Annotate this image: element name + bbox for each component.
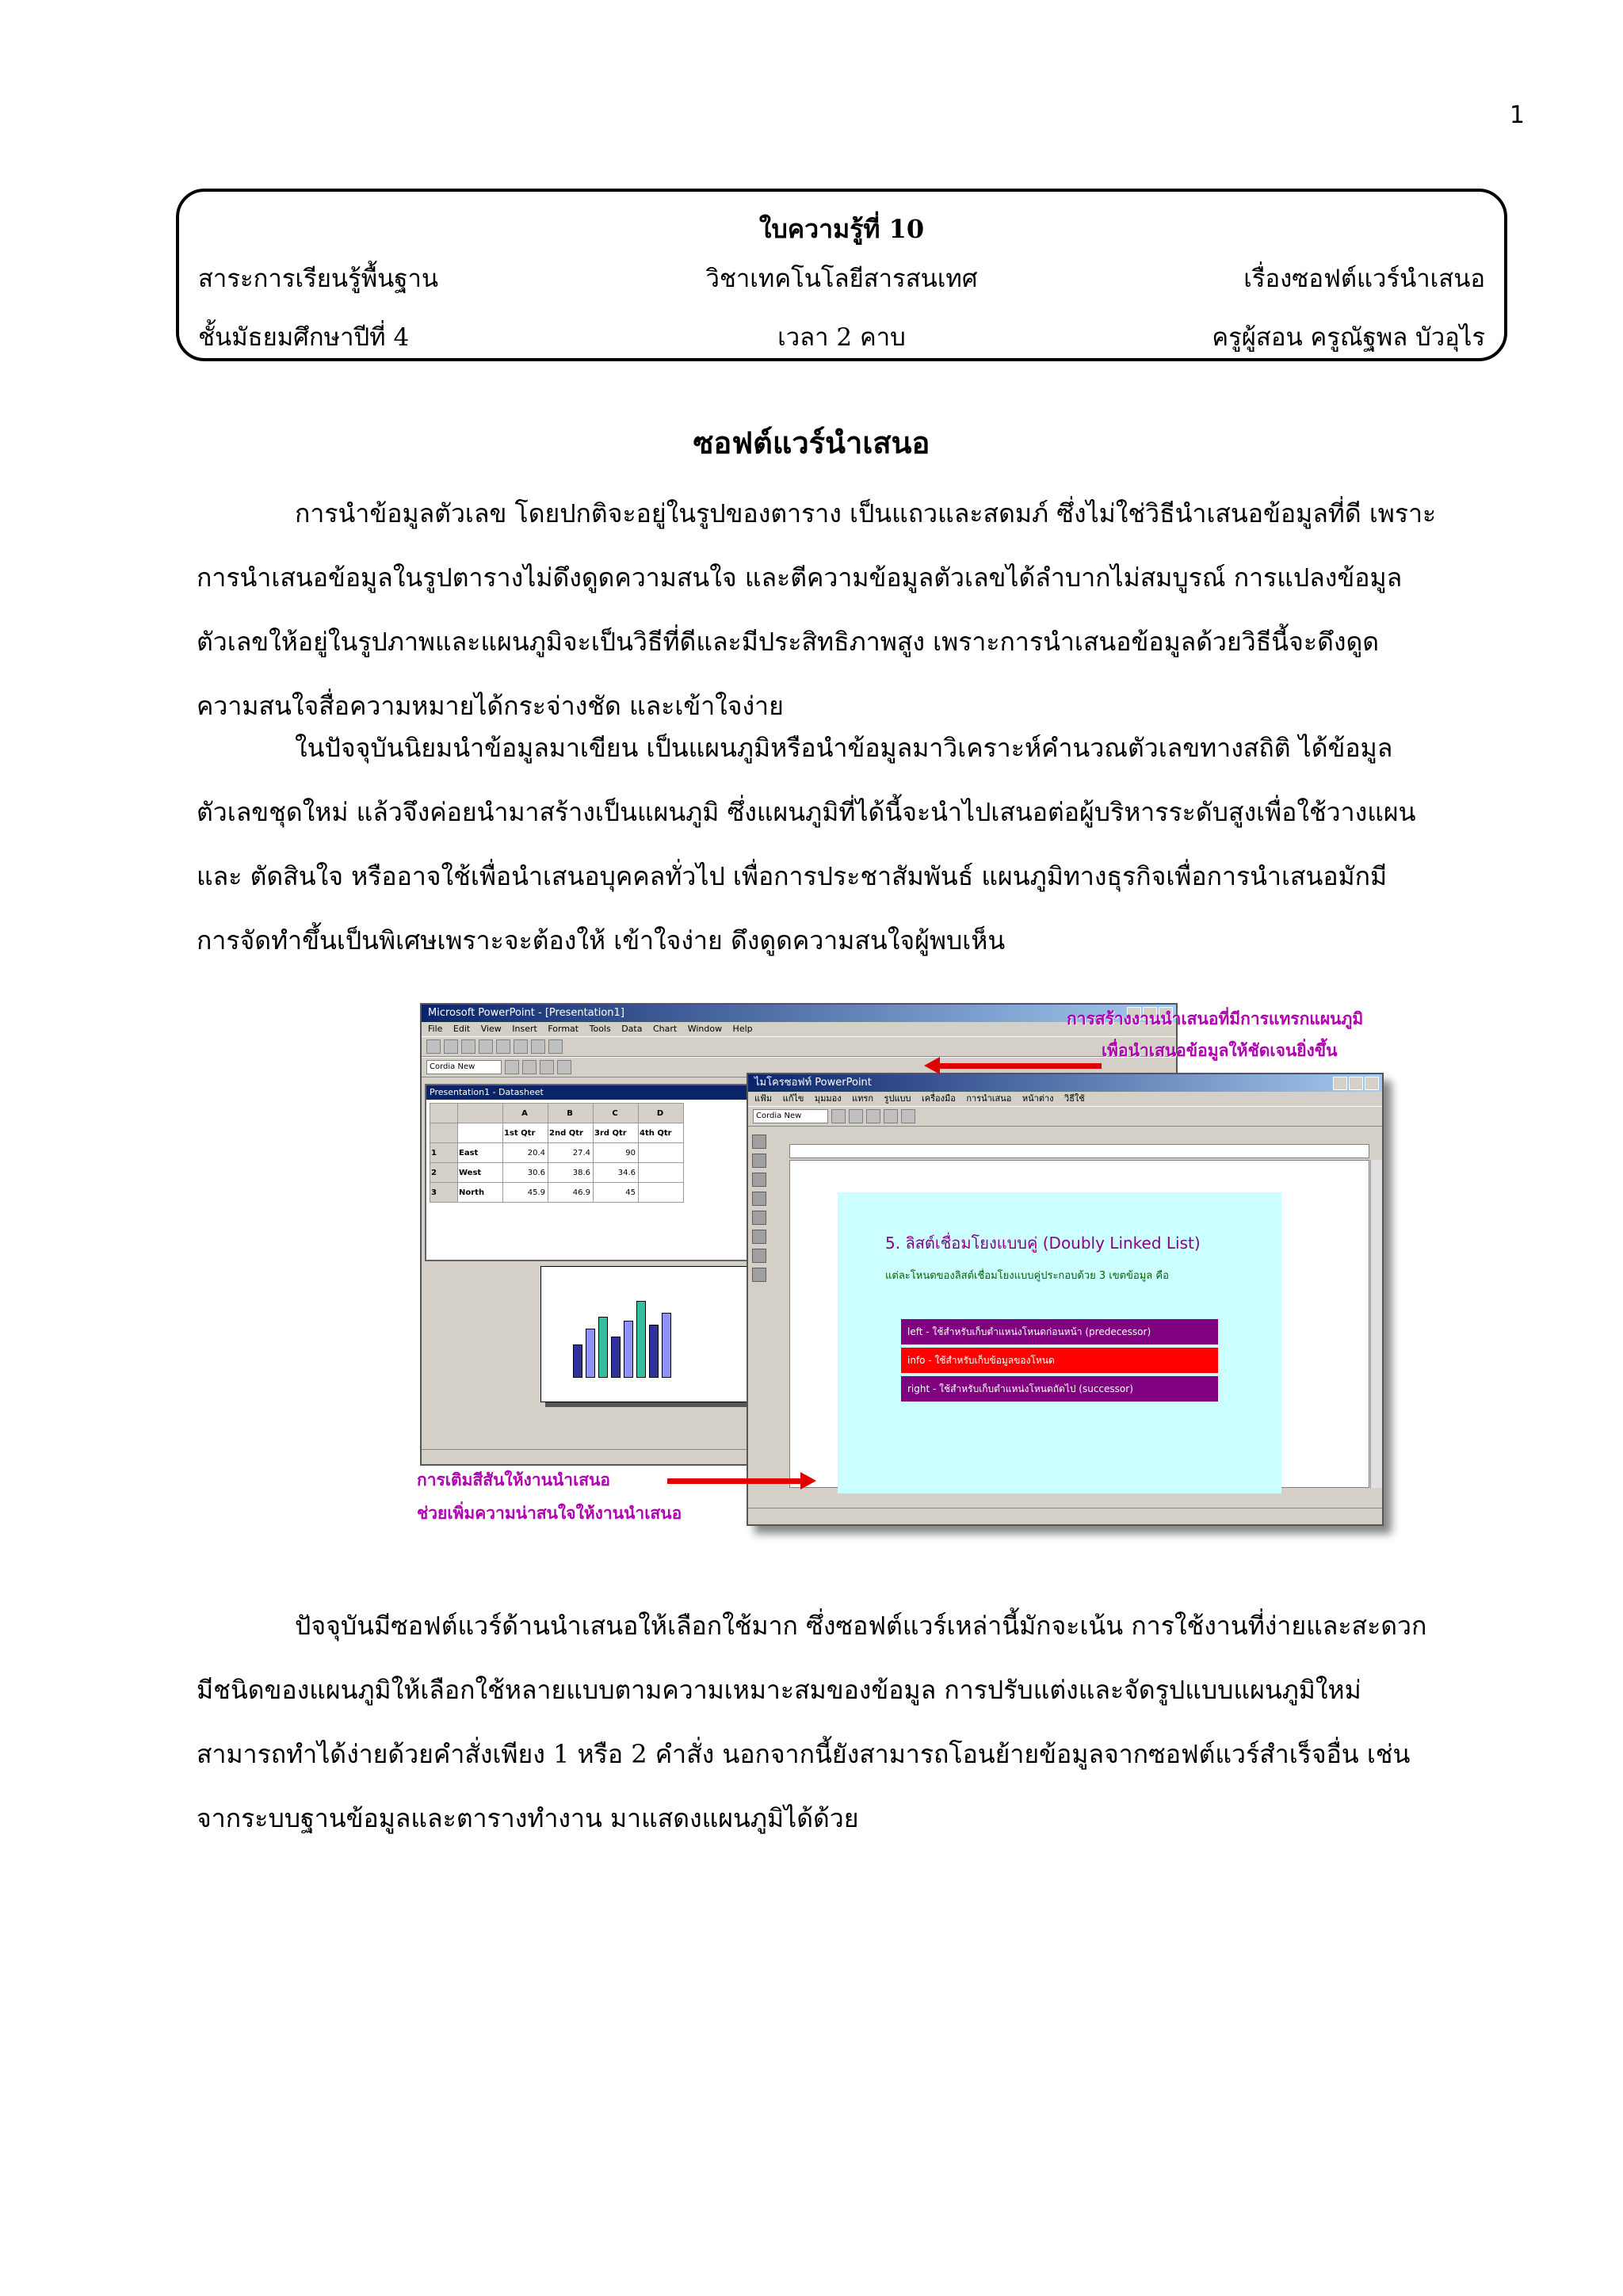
cell [639,1163,684,1183]
minimize-icon [1333,1077,1347,1090]
paragraph-line: ตัวเลขให้อยู่ในรูปภาพและแผนภูมิจะเป็นวิธีที่ดีและมีประสิทธิภาพสูง เพราะการนำเสนอข้อมูลด้วยวิธีนี้จะดึงดูด [197,627,1380,657]
italic-icon [522,1060,537,1074]
grade-level: ชั้นมัธยมศึกษาปีที่ 4 [198,323,410,352]
window-title: Microsoft PowerPoint - [Presentation1] [428,1007,624,1019]
presentation-window [747,1073,1384,1526]
paragraph-2 [197,716,1512,973]
chart-bar [649,1325,659,1378]
chart-icon [548,1039,563,1054]
datasheet-title: Presentation1 - Datasheet [426,1085,767,1100]
shadow-icon [752,1268,766,1282]
cell: 20.4 [503,1143,548,1163]
chart-bar [573,1344,582,1378]
open-icon [444,1039,458,1054]
paragraph-line: ความสนใจสื่อความหมายได้กระจ่างชัด และเข้าใจง่าย [197,691,784,721]
window-titlebar [422,1005,1176,1022]
cell: 90 [594,1143,639,1163]
chart-bar [598,1317,608,1378]
column-header: C [594,1104,639,1123]
select-icon [752,1135,766,1149]
menu-bar: แฟ้ม แก้ไข มุมมอง แทรก รูปแบบ เครื่องมือ การนำเสนอ หน้าต่าง วิธีใช้ [754,1093,1085,1104]
menu-bar: File Edit View Insert Format Tools Data Chart Window Help [428,1024,753,1034]
series-label: East [458,1143,503,1163]
subject: วิชาเทคโนโลยีสารสนเทศ [705,265,978,293]
series-label: North [458,1183,503,1203]
header-row-2 [198,317,1485,357]
paragraph-line: มีชนิดของแผนภูมิให้เลือกใช้หลายแบบตามความเหมาะสมของข้อมูล การปรับแต่งและจัดรูปแบบแผนภูมิใหม่ [197,1675,1361,1705]
topic: เรื่องซอฟต์แวร์นำเสนอ [1243,265,1485,293]
chart-bar [662,1313,671,1378]
vertical-scrollbar [1370,1160,1382,1488]
window-title: ไมโครซอฟท์ PowerPoint [754,1077,872,1089]
paragraph-line: ในปัจจุบันนิยมนำข้อมูลมาเขียน เป็นแผนภูมิหรือนำข้อมูลมาวิเคราะห์คำนวณตัวเลขทางสถิติ ได้ข้อมูล [295,733,1393,763]
quarter-label: 4th Qtr [639,1123,684,1143]
paragraph-line: การนำเสนอข้อมูลในรูปตารางไม่ดึงดูดความสนใจ และตีความข้อมูลตัวเลขได้ลำบากไม่สมบูรณ์ การแปลงข้อมูล [197,563,1403,593]
powerpoint-screenshot-figure [415,1000,1401,1537]
cell: 45 [594,1183,639,1203]
series-label: West [458,1163,503,1183]
save-icon [461,1039,475,1054]
quarter-label: 3rd Qtr [594,1123,639,1143]
paragraph-line: และ ตัดสินใจ หรืออาจใช้เพื่อนำเสนอบุคคลทั่วไป เพื่อการประชาสัมพันธ์ แผนภูมิทางธุรกิจเพื่อการนำเสนอมักมี [197,861,1388,891]
slide-item: left - ใช้สำหรับเก็บตำแหน่งโหนดก่อนหน้า (predecessor) [901,1319,1218,1344]
slide [838,1192,1281,1493]
datasheet-window [425,1084,769,1261]
bold-icon [505,1060,519,1074]
chart-bar [636,1301,646,1378]
column-header: A [503,1104,548,1123]
cell: 45.9 [503,1183,548,1203]
table-row: 3 North 45.9 46.9 45 [430,1183,684,1203]
column-header: D [639,1104,684,1123]
line-color-icon [884,1109,898,1123]
cell: 38.6 [548,1163,594,1183]
header-box [176,189,1507,361]
slide-subtitle: แต่ละโหนดของลิสต์เชื่อมโยงแบบคู่ประกอบด้วย 3 เขตข้อมูล คือ [885,1270,1169,1282]
page-number: 1 [1509,101,1525,129]
window-controls [1333,1077,1379,1090]
maximize-icon [1349,1077,1363,1090]
font-select: Cordia New [426,1060,502,1074]
paragraph-line: การจัดทำขึ้นเป็นพิเศษเพราะจะต้องให้ เข้าใจง่าย ดึงดูดความสนใจผู้พบเห็น [197,925,1006,955]
paragraph-line: ตัวเลขชุดใหม่ แล้วจึงค่อยนำมาสร้างเป็นแผนภูมิ ซึ่งแผนภูมิที่ได้นี้จะนำไปเสนอต่อผู้บริหารระดับสูงเพื่อใช้วางแผน [197,797,1416,827]
copy-icon [514,1039,528,1054]
chart-bar [586,1329,595,1378]
cell [639,1143,684,1163]
paste-icon [531,1039,545,1054]
class-time: เวลา 2 คาบ [777,323,906,352]
underline-icon [540,1060,554,1074]
oval-icon [752,1211,766,1225]
standard-toolbar [748,1106,1382,1127]
slide-canvas [789,1160,1369,1488]
corner-cell [430,1104,458,1123]
chart-bar [611,1337,621,1378]
status-bar [748,1508,1382,1524]
chart-bar [624,1321,633,1378]
cell: 34.6 [594,1163,639,1183]
text-icon [752,1154,766,1168]
callout-bottom-line2: ช่วยเพิ่มความน่าสนใจให้งานนำเสนอ [417,1504,682,1523]
cell: 27.4 [548,1143,594,1163]
paragraph-3 [197,1594,1512,1851]
cut-icon [496,1039,510,1054]
align-icon [557,1060,571,1074]
horizontal-ruler [789,1144,1369,1158]
callout-top-line1: การสร้างงานนำเสนอที่มีการแทรกแผนภูมิ [1067,1009,1364,1028]
table-row: 1 East 20.4 27.4 90 [430,1143,684,1163]
font-select: Cordia New [753,1109,828,1123]
teacher-name: ครูผู้สอน ครูณัฐพล บัวอุไร [1212,323,1485,352]
new-icon [426,1039,441,1054]
drawing-toolbar [750,1130,769,1493]
cell [639,1183,684,1203]
paragraph-1 [197,482,1512,738]
callout-arrow-bottom [667,1478,802,1484]
callout-arrow-top [938,1063,1102,1069]
cell: 46.9 [548,1183,594,1203]
slide-title: 5. ลิสต์เชื่อมโยงแบบคู่ (Doubly Linked List) [885,1234,1201,1253]
bold-icon [831,1109,846,1123]
header-row-1 [198,258,1485,298]
paragraph-line: สามารถทำได้ง่ายด้วยคำสั่งเพียง 1 หรือ 2 คำสั่ง นอกจากนี้ยังสามารถโอนย้ายข้อมูลจากซอฟต์แวร์สำเร็จอื่น เช่น [197,1739,1411,1769]
paragraph-line: จากระบบฐานข้อมูลและตารางทำงาน มาแสดงแผนภูมิได้ด้วย [197,1803,859,1833]
worksheet-title: ใบความรู้ที่ 10 [758,214,925,244]
line-icon [752,1173,766,1187]
paragraph-line: การนำข้อมูลตัวเลข โดยปกติจะอยู่ในรูปของตาราง เป็นแถวและสดมภ์ ซึ่งไม่ใช่วิธีนำเสนอข้อมูลที่ดี เพราะ [295,498,1437,528]
slide-item: info - ใช้สำหรับเก็บข้อมูลของโหนด [901,1348,1218,1373]
document-title: ซอฟต์แวร์นำเสนอ [693,425,930,460]
print-icon [479,1039,493,1054]
subject-area: สาระการเรียนรู้พื้นฐาน [198,265,439,293]
font-color-icon [752,1249,766,1263]
callout-bottom-line1: การเติมสีสันให้งานนำเสนอ [417,1470,611,1489]
standard-toolbar [422,1036,1176,1057]
callout-top-line2: เพื่อนำเสนอข้อมูลให้ชัดเจนยิ่งขึ้น [1102,1041,1338,1060]
table-row: 2 West 30.6 38.6 34.6 [430,1163,684,1183]
embedded-bar-chart [540,1266,772,1402]
fill-color-icon [866,1109,880,1123]
chart-bars [573,1301,671,1378]
rectangle-icon [752,1192,766,1206]
cell: 30.6 [503,1163,548,1183]
column-header: B [548,1104,594,1123]
label-col [458,1104,503,1123]
zoom-icon [901,1109,915,1123]
slide-item: right - ใช้สำหรับเก็บตำแหน่งโหนดถัดไป (successor) [901,1376,1218,1402]
datasheet-grid [430,1103,684,1203]
close-icon [1365,1077,1379,1090]
paragraph-line: ปัจจุบันมีซอฟต์แวร์ด้านนำเสนอให้เลือกใช้มาก ซึ่งซอฟต์แวร์เหล่านี้มักจะเน้น การใช้งานที่ง่ายและสะดวก [295,1611,1427,1641]
fill-icon [752,1230,766,1244]
italic-icon [849,1109,863,1123]
quarter-label: 2nd Qtr [548,1123,594,1143]
window-titlebar [748,1074,1382,1092]
quarter-label: 1st Qtr [503,1123,548,1143]
